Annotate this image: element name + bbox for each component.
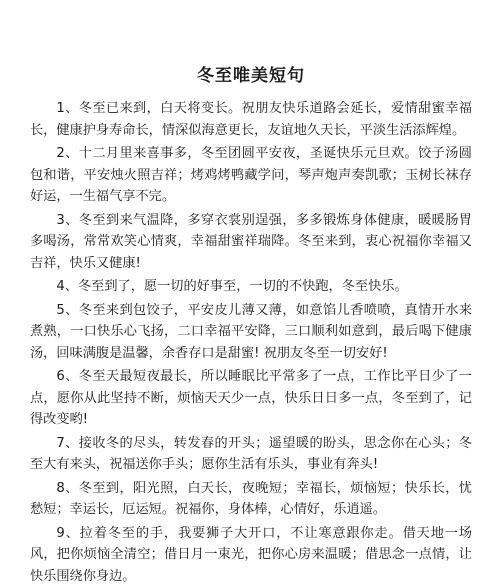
paragraph-5: 5、冬至来到包饺子，平安皮儿薄又薄，如意馅儿香喷喷，真情开水来煮熟，一口快乐心飞扬，二口幸福平安降，三口顺利如意到，最后喝下健康汤，回味满腹是温馨，余香存口是甜蜜! 祝朋友冬至一切安好! (30, 300, 472, 365)
paragraph-2: 2、十二月里来喜事多，冬至团圆平安夜，圣诞快乐元旦欢。饺子汤圆包和谐，平安烛火照吉祥；烤鸡烤鸭藏学问，琴声炮声奏凯歌；玉树长袜存好运，一生福气享不完。 (30, 143, 472, 208)
paragraph-9: 9、拉着冬至的手，我要狮子大开口，不让寒意跟你走。借天地一场风，把你烦恼全清空；借日月一束光，把你心房来温暖；借思念一点情，让快乐围绕你身边。 (30, 523, 472, 587)
paragraph-1: 1、冬至已来到，白天将变长。祝朋友快乐道路会延长，爱情甜蜜幸福长，健康护身寿命长，情深似海意更长，友谊地久天长，平淡生活添辉煌。 (30, 98, 472, 141)
paragraph-6: 6、冬至天最短夜最长，所以睡眠比平常多了一点，工作比平日少了一点，愿你从此坚持不断，烦恼天天少一点，快乐日日多一点，冬至到了，记得改变哟! (30, 366, 472, 431)
document-title: 冬至唯美短句 (30, 64, 472, 88)
paragraph-8: 8、冬至到，阳光照，白天长，夜晚短；幸福长，烦恼短；快乐长，忧愁短；幸运长，厄运短。祝福你，身体棒，心情好，乐逍遥。 (30, 478, 472, 521)
paragraph-4: 4、冬至到了，愿一切的好事至，一切的不快跑，冬至快乐。 (30, 276, 472, 298)
paragraph-7: 7、接收冬的尽头，转发春的开头；遥望暖的盼头，思念你在心头；冬至大有来头，祝福送你手头；愿你生活有乐头，事业有奔头! (30, 433, 472, 476)
paragraph-3: 3、冬至到来气温降，多穿衣裳别逞强，多多锻炼身体健康，暖暖肠胃多喝汤，常常欢笑心情爽，幸福甜蜜祥瑞降。冬至来到，衷心祝福你幸福又吉祥，快乐又健康! (30, 210, 472, 275)
